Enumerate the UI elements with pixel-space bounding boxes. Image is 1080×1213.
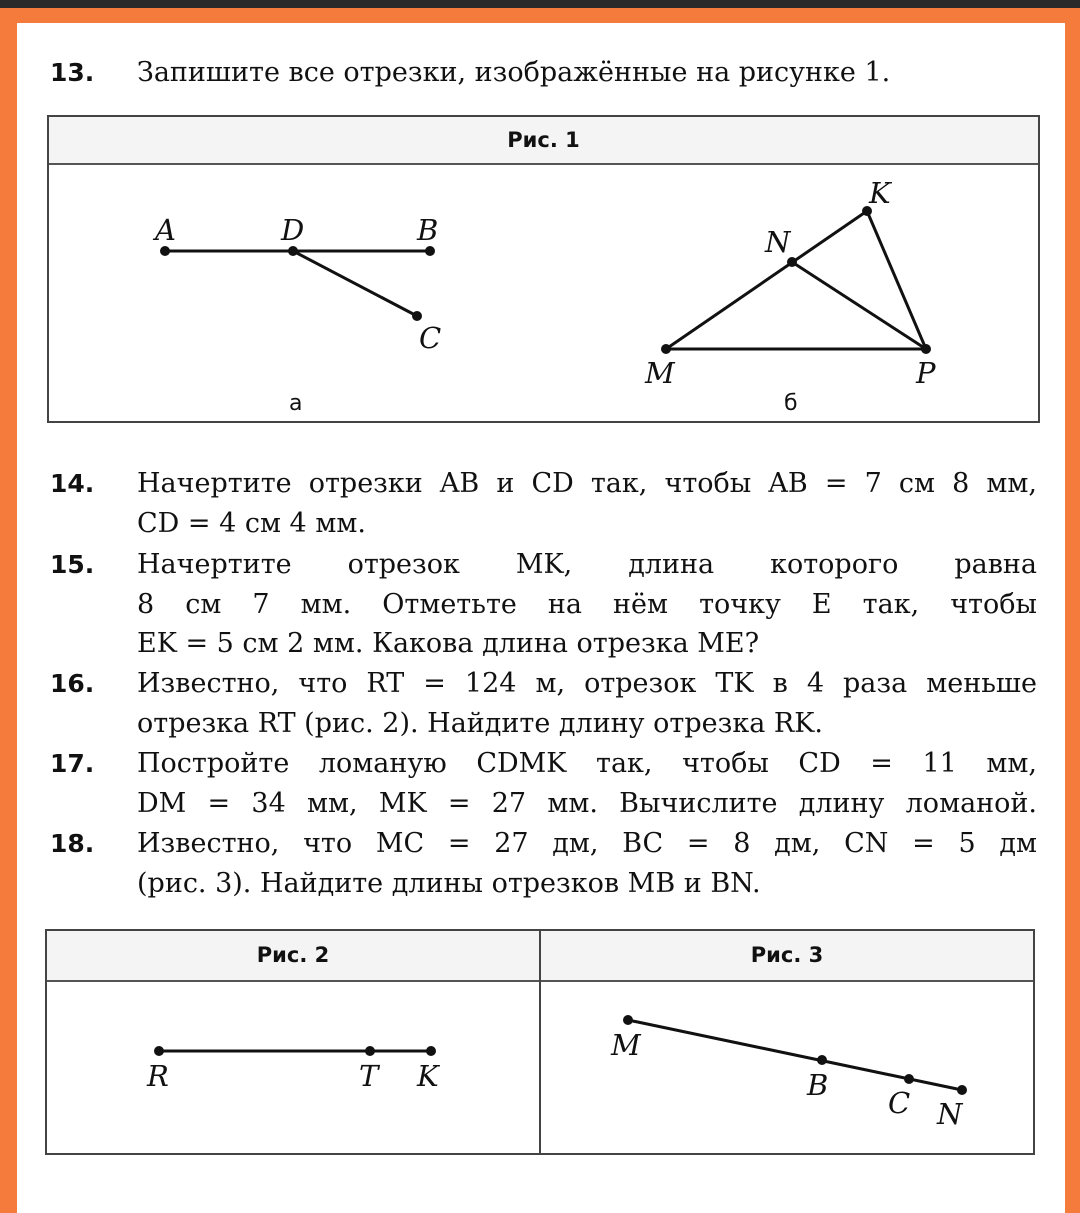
problem-line: DM = 34 мм, MK = 27 мм. Вычислите длину ломаной. [137, 787, 1037, 819]
label-P: P [916, 356, 936, 390]
problem-line: Известно, что MC = 27 дм, BC = 8 дм, CN = 5 дм [137, 828, 1037, 859]
problem-number: 16. [50, 669, 95, 698]
problem-text [137, 545, 1037, 664]
label-K: K [417, 1059, 439, 1093]
label-M: M [645, 356, 675, 390]
point-M [661, 344, 671, 354]
point-C [412, 311, 422, 321]
point-K [426, 1046, 436, 1056]
figure-2-box [45, 929, 541, 1155]
subfigure-a-label: а [289, 391, 303, 416]
problem-text [137, 744, 1037, 823]
problem-text [137, 464, 1037, 543]
figure-3-drawing [541, 931, 1033, 1153]
problem-number: 17. [50, 749, 95, 778]
problem-text [137, 53, 1037, 93]
label-T: T [359, 1059, 379, 1093]
label-R: R [147, 1059, 169, 1093]
point-R [154, 1046, 164, 1056]
label-C: C [419, 321, 442, 355]
problem-line: (рис. 3). Найдите длины отрезков MB и BN. [137, 867, 761, 899]
point-N [957, 1085, 967, 1095]
label-D: D [281, 213, 305, 247]
problem-text [137, 664, 1037, 743]
point-B [425, 246, 435, 256]
problem-line: Начертите отрезок MK, длина которого равна [137, 549, 1037, 580]
problem-line: Известно, что RT = 124 м, отрезок TK в 4 раза меньше [137, 668, 1037, 699]
problem-number: 15. [50, 550, 95, 579]
problem-line: Запишите все отрезки, изображённые на рисунке 1. [137, 57, 891, 88]
point-T [365, 1046, 375, 1056]
figure-1-box [47, 115, 1040, 423]
problem-line: Начертите отрезки AB и CD так, чтобы AB = 7 см 8 мм, [137, 468, 1037, 499]
figure-1-drawing [49, 117, 1038, 421]
problem-number: 18. [50, 829, 95, 858]
figure-2-drawing [47, 931, 539, 1153]
label-N: N [765, 225, 791, 259]
problem-line: EK = 5 см 2 мм. Какова длина отрезка ME? [137, 628, 760, 659]
point-M [623, 1015, 633, 1025]
label-M: M [611, 1028, 641, 1062]
problem-line: CD = 4 см 4 мм. [137, 507, 366, 539]
point-C [904, 1074, 914, 1084]
problem-number: 14. [50, 469, 95, 498]
point-B [817, 1055, 827, 1065]
point-A [160, 246, 170, 256]
problem-number: 13. [50, 58, 95, 87]
segment-DC [293, 251, 417, 316]
subfigure-b-label: б [784, 391, 798, 416]
figure-1-title: Рис. 1 [49, 117, 1038, 165]
problem-line: отрезка RT (рис. 2). Найдите длину отрезка RK. [137, 707, 823, 739]
textbook-page [17, 23, 1065, 1213]
point-P [921, 344, 931, 354]
label-C: C [888, 1086, 911, 1120]
label-A: A [155, 213, 176, 247]
problem-line: 8 см 7 мм. Отметьте на нём точку E так, чтобы [137, 588, 1037, 620]
problem-text [137, 824, 1037, 903]
figure-3-title: Рис. 3 [541, 931, 1033, 982]
top-bar [0, 0, 1080, 8]
label-N: N [937, 1097, 963, 1131]
figure-2-title: Рис. 2 [47, 931, 539, 982]
problem-line: Постройте ломаную CDMK так, чтобы CD = 11 мм, [137, 748, 1037, 779]
point-D [288, 246, 298, 256]
label-K: K [869, 176, 891, 210]
label-B: B [807, 1068, 829, 1102]
label-B: B [417, 213, 439, 247]
figure-3-box [539, 929, 1035, 1155]
